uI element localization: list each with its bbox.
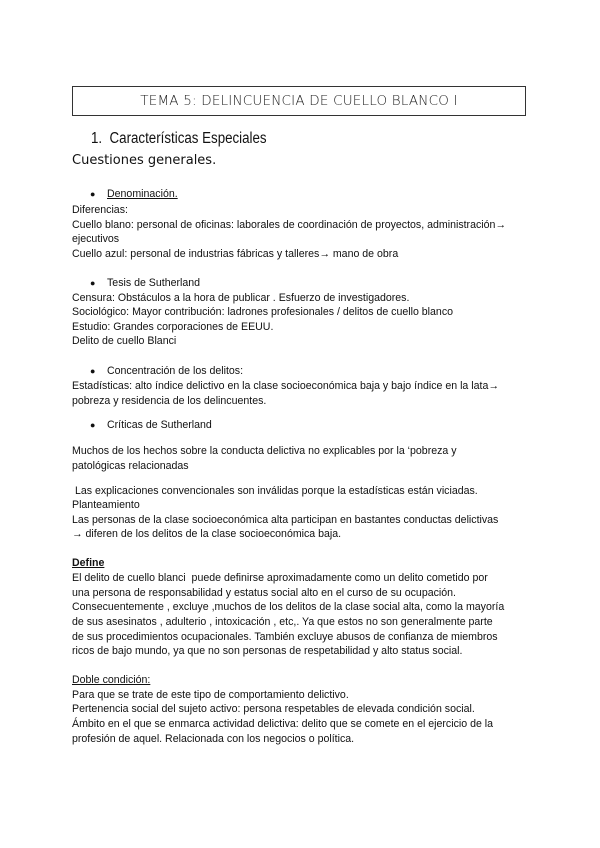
- bullet-label: Tesis de Sutherland: [107, 277, 201, 289]
- text-line: de sus asesinatos , adulterio , intoxicación , etc,. Ya que estos no son generalmente parte: [72, 616, 493, 628]
- text-line: Diferencias:: [72, 204, 128, 216]
- text-line: Censura: Obstáculos a la hora de publicar . Esfuerzo de investigadores.: [72, 292, 410, 304]
- text-line: Planteamiento: [72, 499, 140, 511]
- text-line: Pertenencia social del sujeto activo: persona respetables de elevada condición social.: [72, 703, 475, 715]
- bullet-icon: ●: [90, 278, 96, 288]
- bullet-item-denominacion: [90, 187, 178, 201]
- bullet-label: Concentración de los delitos:: [107, 365, 244, 377]
- text-line: El delito de cuello blanci puede definirse aproximadamente como un delito cometido por: [72, 572, 488, 584]
- bullet-item-tesis: [90, 276, 200, 290]
- text-line: ricos de bajo mundo, ya que no son personas de respetabilidad y alto status social.: [72, 645, 463, 657]
- document-title: TEMA 5: DELINCUENCIA DE CUELLO BLANCO I: [72, 86, 526, 116]
- text-line: Cuello blano: personal de oficinas: laborales de coordinación de proyectos, administración→: [72, 219, 507, 231]
- bullet-label: Denominación.: [107, 188, 178, 200]
- text-line: Estadísticas: alto índice delictivo en la clase socioeconómica baja y bajo índice en la lata→: [72, 380, 499, 392]
- text-line: Las personas de la clase socioeconómica alta participan en bastantes conductas delictivas: [72, 514, 499, 526]
- bullet-icon: ●: [90, 366, 96, 376]
- text-line: Muchos de los hechos sobre la conducta delictiva no explicables por la ‘pobreza y: [72, 445, 457, 457]
- text-line: ejecutivos: [72, 233, 120, 245]
- define-heading: Define: [72, 557, 105, 569]
- subsection-heading: Cuestiones generales.: [72, 153, 217, 168]
- text-line: Consecuentemente , excluye ,muchos de los delitos de la clase social alta, como la mayoría: [72, 601, 505, 613]
- bullet-item-criticas: [90, 418, 212, 432]
- text-line: pobreza y residencia de los delincuentes.: [72, 395, 267, 407]
- bullet-icon: ●: [90, 420, 96, 430]
- text-line: → diferen de los delitos de la clase socioeconómica baja.: [72, 528, 342, 540]
- bullet-icon: ●: [90, 189, 96, 199]
- bullet-item-concentracion: [90, 364, 243, 378]
- text-line: patológicas relacionadas: [72, 460, 189, 472]
- text-line: una persona de responsabilidad y estatus social alto en el curso de su ocupación.: [72, 587, 456, 599]
- text-line: Delito de cuello Blanci: [72, 335, 177, 347]
- bullet-label: Críticas de Sutherland: [107, 419, 212, 431]
- text-line: Estudio: Grandes corporaciones de EEUU.: [72, 321, 274, 333]
- text-line: profesión de aquel. Relacionada con los negocios o política.: [72, 733, 355, 745]
- text-line: Las explicaciones convencionales son inválidas porque la estadísticas están viciadas.: [72, 485, 478, 497]
- text-line: Ámbito en el que se enmarca actividad delictiva: delito que se comete en el ejercicio de la: [72, 718, 494, 730]
- text-line: Sociológico: Mayor contribución: ladrones profesionales / delitos de cuello blanco: [72, 306, 454, 318]
- doble-condicion-heading: Doble condición:: [72, 674, 151, 686]
- section-heading: [91, 130, 267, 148]
- section-number: 1.: [91, 130, 103, 147]
- text-line: Cuello azul: personal de industrias fábricas y talleres→ mano de obra: [72, 248, 399, 260]
- text-line: de sus procedimientos ocupacionales. También excluye abusos de confianza de miembros: [72, 631, 498, 643]
- text-line: Para que se trate de este tipo de comportamiento delictivo.: [72, 689, 349, 701]
- section-title: Características Especiales: [109, 130, 267, 147]
